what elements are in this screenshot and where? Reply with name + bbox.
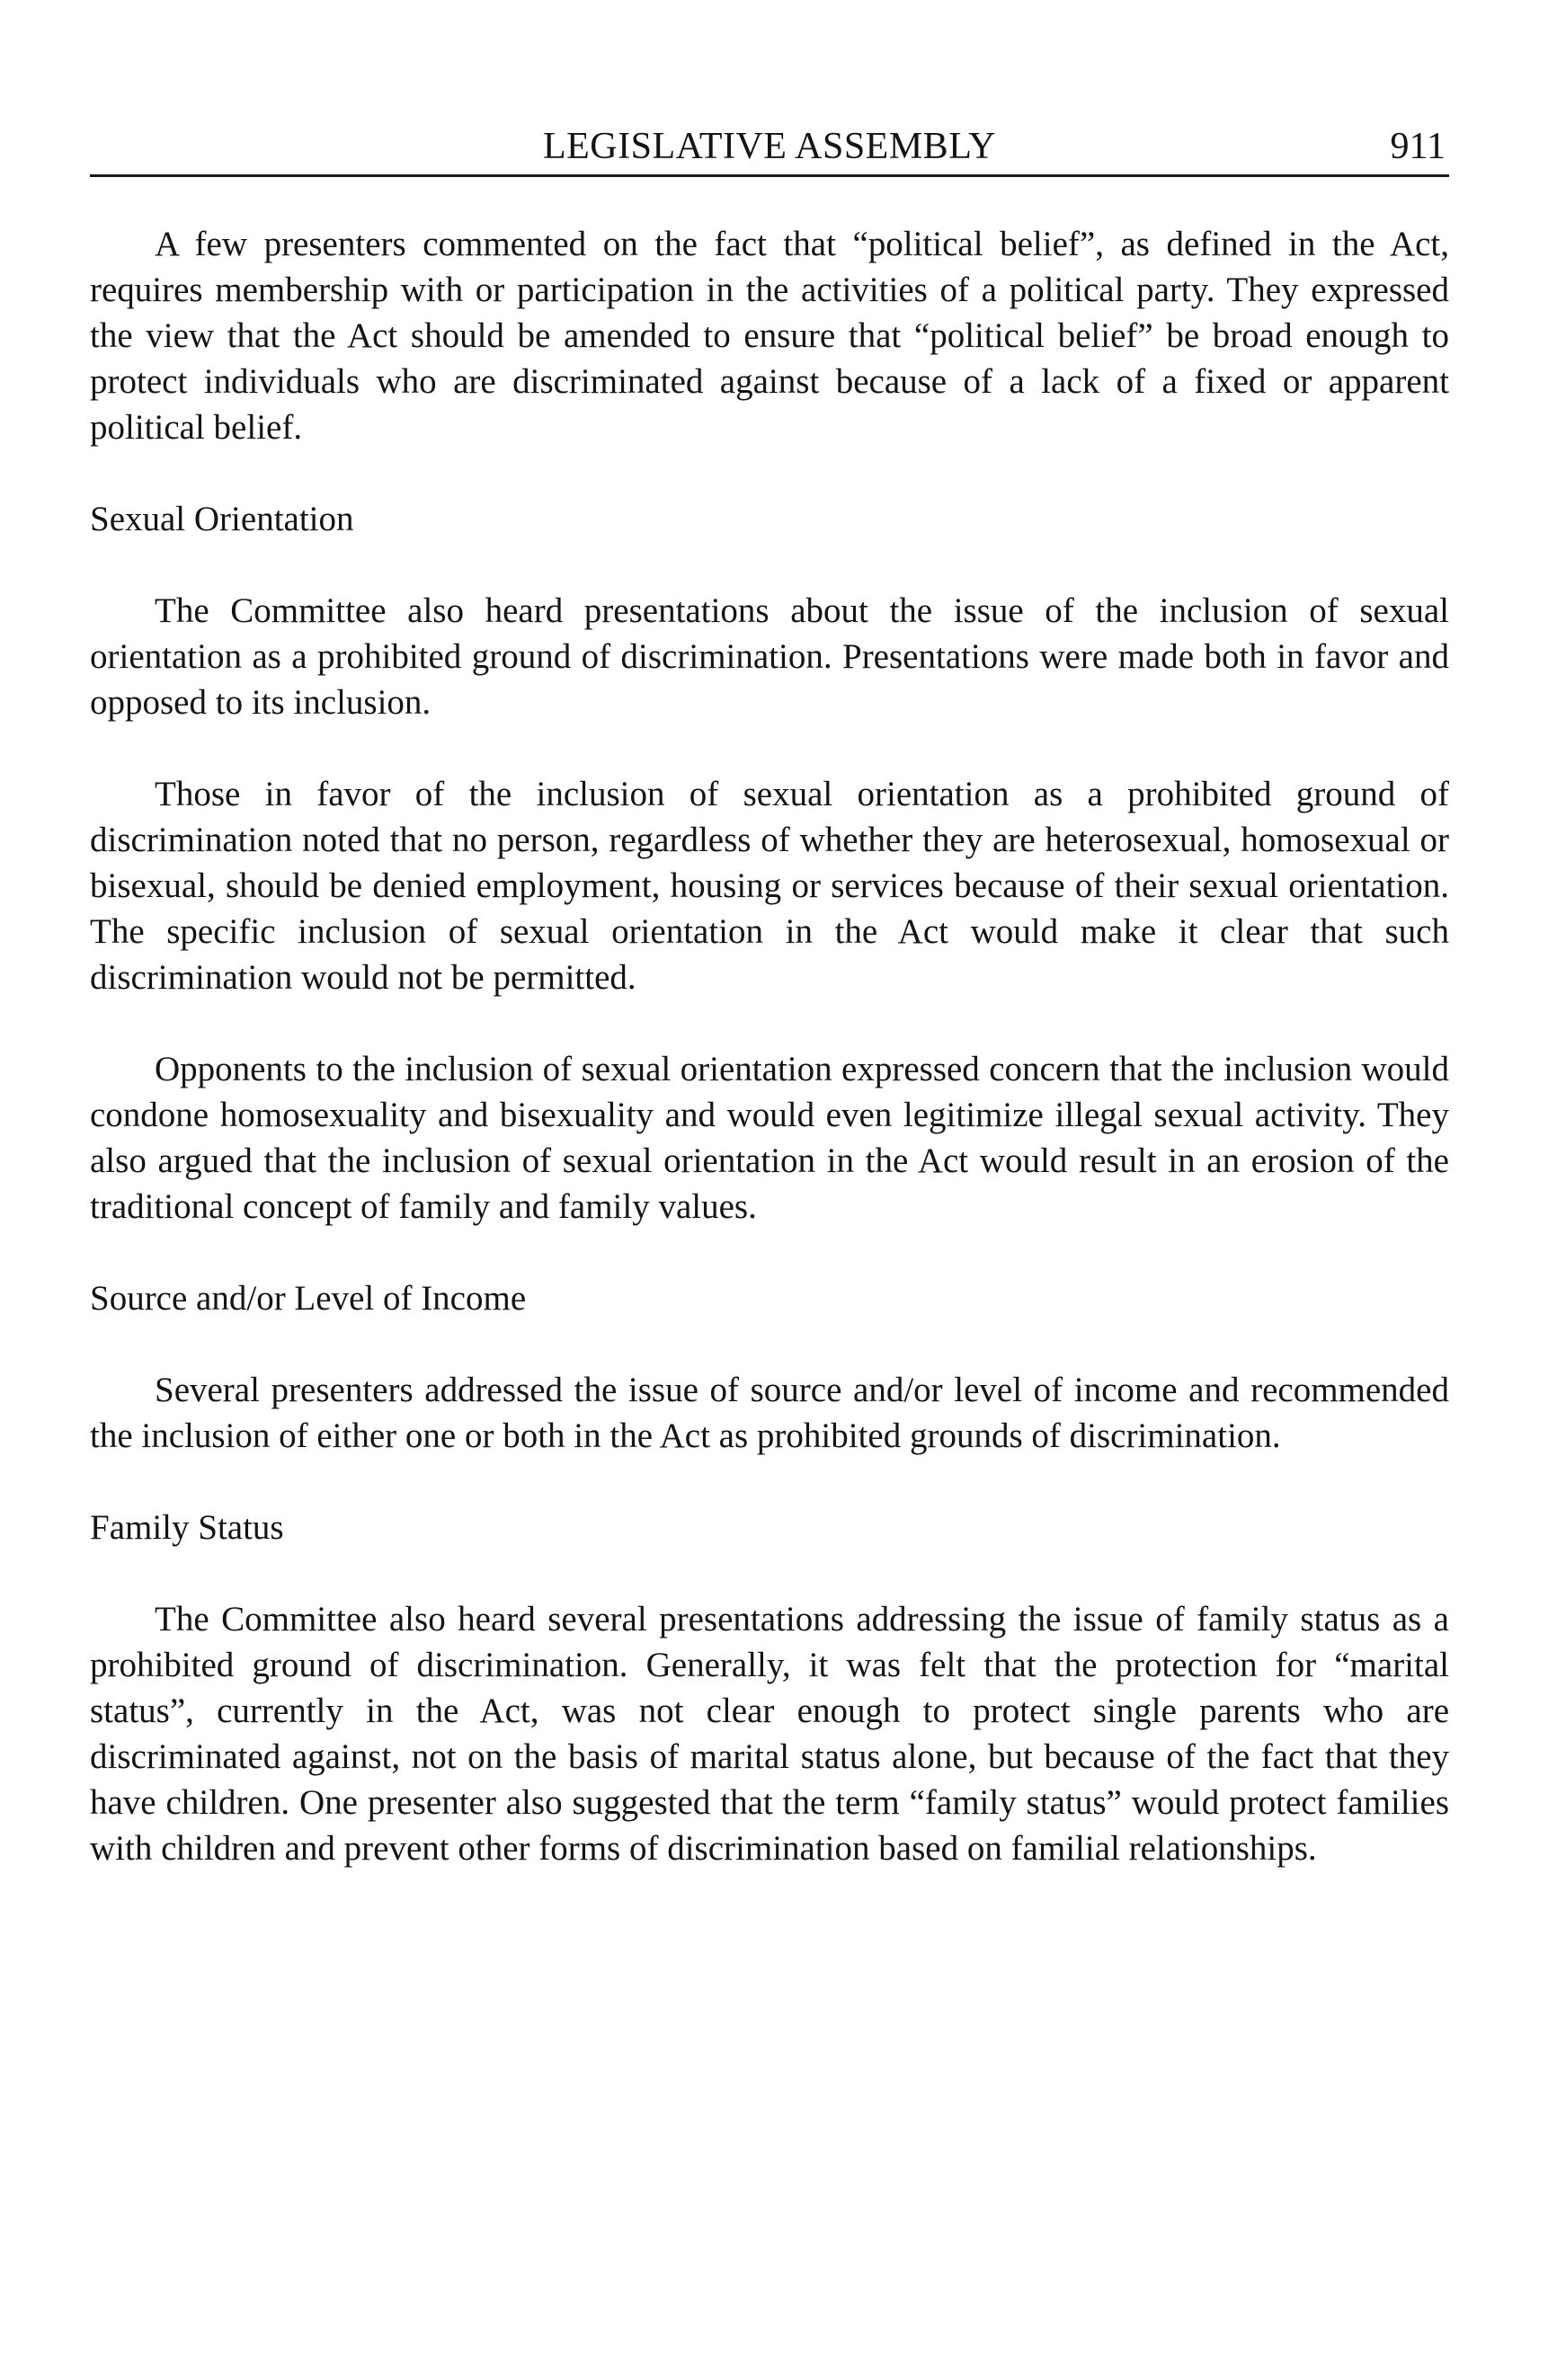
- body-text: [90, 221, 1449, 1871]
- paragraph-those-in-favor: Those in favor of the inclusion of sexual orientation as a prohibited ground of discrimination noted that no person, regardless of whether they are heterosexual, homosexual or bisexual, should be denied employment, housing or services because of their sexual orientation. The specific inclusion of sexual orientation in the Act would make it clear that such discrimination would not be permitted.: [90, 775, 1449, 997]
- paragraph-political-belief: A few presenters commented on the fact that “political belief”, as defined in the Act, requires membership with or participation in the activities of a political party. They expressed the view that the Act should be amended to ensure that “political belief” be broad enough to protect individuals who are discriminated against because of a lack of a fixed or apparent political belief.: [90, 225, 1449, 447]
- document-page: [90, 0, 1449, 2380]
- heading-sexual-orientation: Sexual Orientation: [90, 500, 354, 538]
- running-header: [90, 120, 1449, 177]
- paragraph-opponents: Opponents to the inclusion of sexual orientation expressed concern that the inclusion would condone homosexuality and bisexuality and would even legitimize illegal sexual activity. They also argued that the inclusion of sexual orientation in the Act would result in an erosion of the traditional concept of family and family values.: [90, 1050, 1449, 1226]
- paragraph-committee-presentations: The Committee also heard presentations about the issue of the inclusion of sexual orientation as a prohibited ground of discrimination. Presentations were made both in favor and opposed to its inclusion.: [90, 591, 1449, 722]
- header-title: LEGISLATIVE ASSEMBLY: [543, 126, 996, 167]
- paragraph-family-status: The Committee also heard several presentations addressing the issue of family status as a prohibited ground of discrimination. Generally, it was felt that the protection for “marital status”, currently in the Act, was not clear enough to protect single parents who are discriminated against, not on the basis of marital status alone, but because of the fact that they have children. One presenter also suggested that the term “family status” would protect families with children and prevent other forms of discrimination based on familial relationships.: [90, 1600, 1449, 1868]
- heading-source-level-income: Source and/or Level of Income: [90, 1279, 527, 1318]
- page-number: 911: [1390, 126, 1446, 167]
- paragraph-source-income: Several presenters addressed the issue of source and/or level of income and recommended the inclusion of either one or both in the Act as prohibited grounds of discrimination.: [90, 1371, 1449, 1455]
- heading-family-status: Family Status: [90, 1508, 284, 1547]
